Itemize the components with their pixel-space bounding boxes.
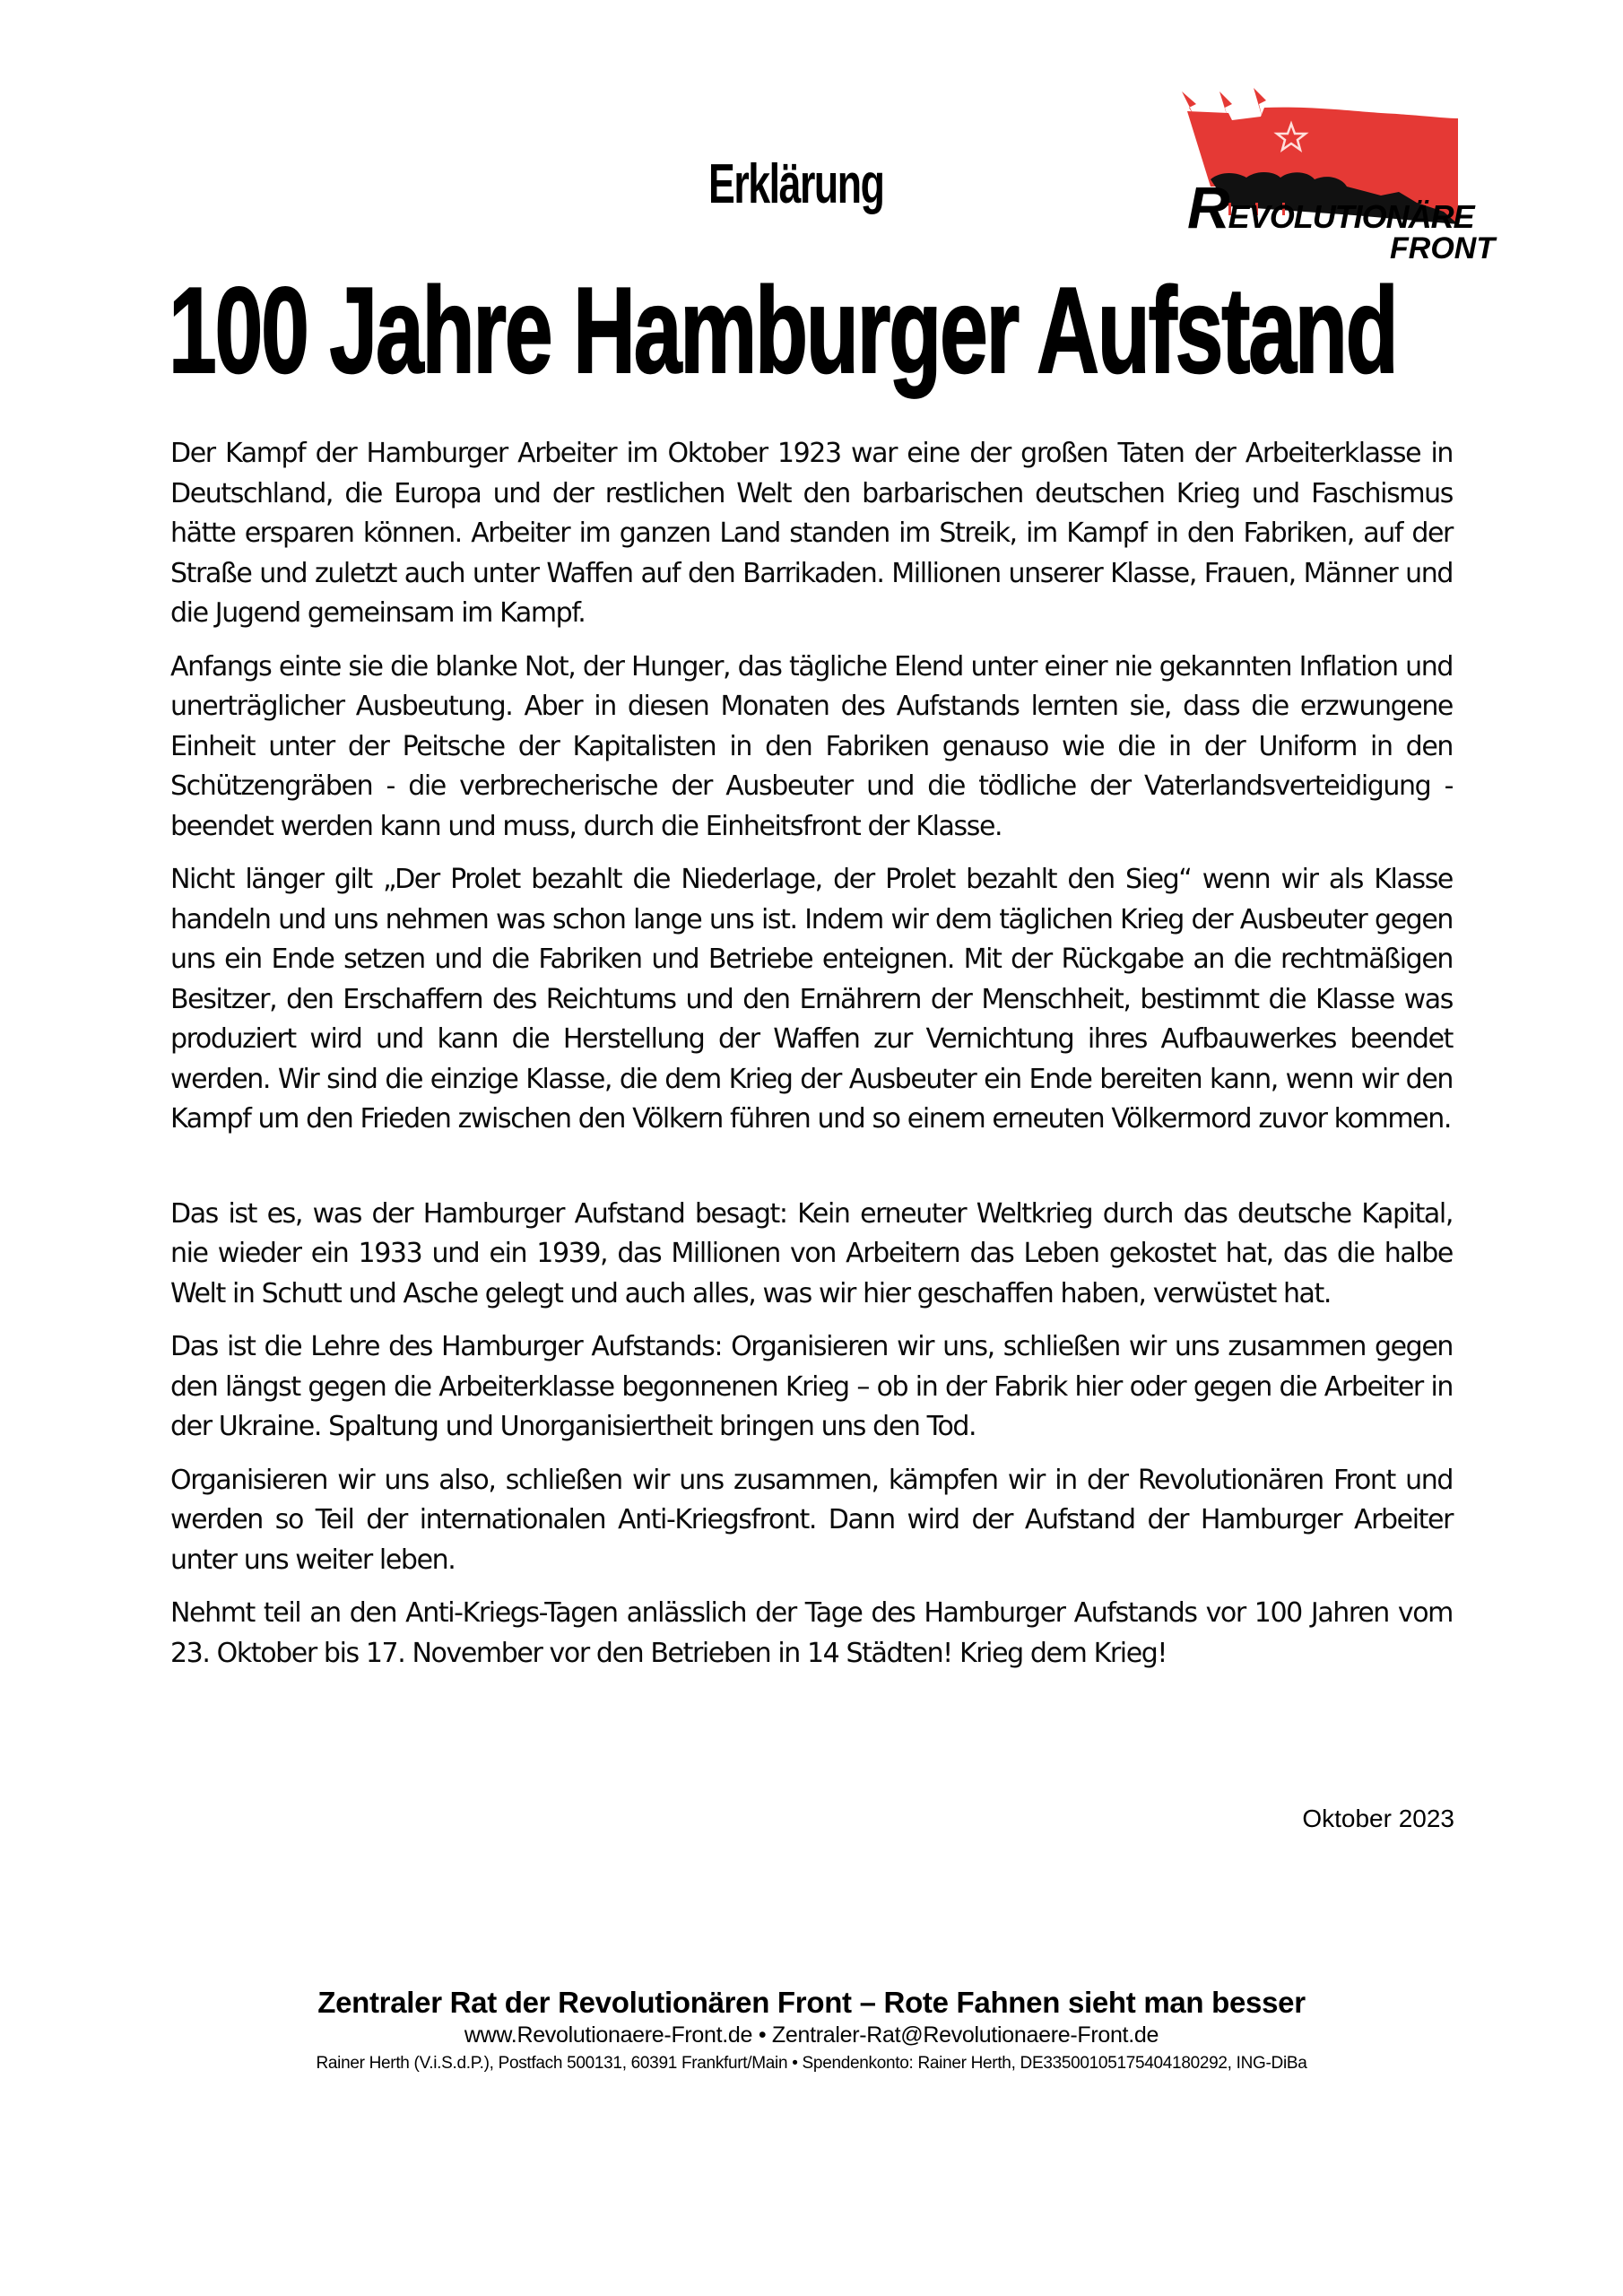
email-link[interactable]: Zentraler-Rat@Revolutionaere-Front.de bbox=[771, 2022, 1159, 2048]
paragraph: Organisieren wir uns also, schließen wir uns zusammen, kämpfen wir in der Revolutionären Front und werden so Teil der internationalen Anti-Kriegsfront. Dann wird der Aufstand der Hamburger Arbeiter unter uns weiter leben. bbox=[170, 1464, 1453, 1576]
footer-contact bbox=[0, 2024, 1623, 2047]
paragraph: Das ist die Lehre des Hamburger Aufstands: Organisieren wir uns, schließen wir uns zusammen gegen den längst gegen die Arbeiterklasse begonnenen Krieg – ob in der Fabrik hier oder gegen die Arbeiter in der Ukraine. Spaltung und Unorganisiertheit bringen uns den Tod. bbox=[170, 1331, 1453, 1442]
paragraph: Anfangs einte sie die blanke Not, der Hunger, das tägliche Elend unter einer nie gekannten Inflation und unerträglicher Ausbeutung. Aber in diesen Monaten des Aufstands lernten sie, dass die erzwungene Einheit unter der Peitsche der Kapitalisten in den Fabriken genauso wie die in der Uniform in den Schützengräben - die verbrecherische der Ausbeuter und die tödliche der Vaterlandsverteidigung - beendet werden kann und muss, durch die Einheitsfront der Klasse. bbox=[170, 650, 1453, 842]
paragraph: Der Kampf der Hamburger Arbeiter im Oktober 1923 war eine der großen Taten der Arbeiterklasse in Deutschland, die Europa und der restlichen Welt den barbarischen deutschen Krieg und Faschismus hätte ersparen können. Arbeiter im ganzen Land standen im Streik, im Kampf in den Fabriken, auf der Straße und zuletzt auch unter Waffen auf den Barrikaden. Millionen unserer Klasse, Frauen, Männer und die Jugend gemeinsam im Kampf. bbox=[170, 438, 1453, 629]
paragraph: Das ist es, was der Hamburger Aufstand besagt: Kein erneuter Weltkrieg durch das deutsche Kapital, nie wieder ein 1933 und ein 1939, das Millionen von Arbeitern das Leben gekostet hat, das die halbe Welt in Schutt und Asche gelegt und auch alles, was wir hier geschaffen haben, verwüstet hat. bbox=[170, 1197, 1453, 1309]
logo-wordmark-line1 bbox=[1187, 174, 1474, 240]
logo-word-revolutionaere: EVOLUTIONÄRE bbox=[1228, 198, 1474, 235]
document-body bbox=[170, 434, 1453, 1687]
document-date: Oktober 2023 bbox=[1302, 1805, 1454, 1832]
logo-word-front: FRONT bbox=[1390, 231, 1496, 265]
paragraph: Nehmt teil an den Anti-Kriegs-Tagen anlässlich der Tage des Hamburger Aufstands vor 100 Jahren vom 23. Oktober bis 17. November vor den Betrieben in 14 Städten! Krieg dem Krieg! bbox=[170, 1597, 1453, 1669]
document-kicker: Erklärung bbox=[708, 153, 884, 215]
logo-initial: R bbox=[1187, 174, 1228, 240]
website-link[interactable]: www.Revolutionaere-Front.de bbox=[464, 2022, 753, 2048]
paragraph: Nicht länger gilt „Der Prolet bezahlt die Niederlage, der Prolet bezahlt den Sieg“ wenn wir als Klasse handeln und uns nehmen was schon lange uns ist. Indem wir dem täglichen Krieg der Ausbeuter gegen uns ein Ende setzen und die Fabriken und Betriebe enteignen. Mit der Rückgabe an die rechtmäßigen Besitzer, den Erschaffern des Reichtums und den Ernährern der Menschheit, bestimmt die Klasse was produziert wird und kann die Herstellung der Waffen zur Vernichtung ihres Aufbauwerkes beendet werden. Wir sind die einzige Klasse, die dem Krieg der Ausbeuter ein Ende bereiten kann, wenn wir den Kampf um den Frieden zwischen den Völkern führen und so einem erneuten Völkermord zuvor kommen. bbox=[170, 864, 1453, 1135]
footer-title: Zentraler Rat der Revolutionären Front – Rote Fahnen sieht man besser bbox=[317, 1986, 1306, 2019]
page-title: 100 Jahre Hamburger Aufstand bbox=[169, 262, 1397, 398]
footer-imprint: Rainer Herth (V.i.S.d.P.), Postfach 500131, 60391 Frankfurt/Main • Spendenkonto: Rainer Herth, DE33500105175404180292, ING-DiBa bbox=[316, 2054, 1307, 2073]
revolutionaere-front-logo bbox=[1175, 81, 1515, 269]
bullet-separator: • bbox=[758, 2022, 767, 2048]
